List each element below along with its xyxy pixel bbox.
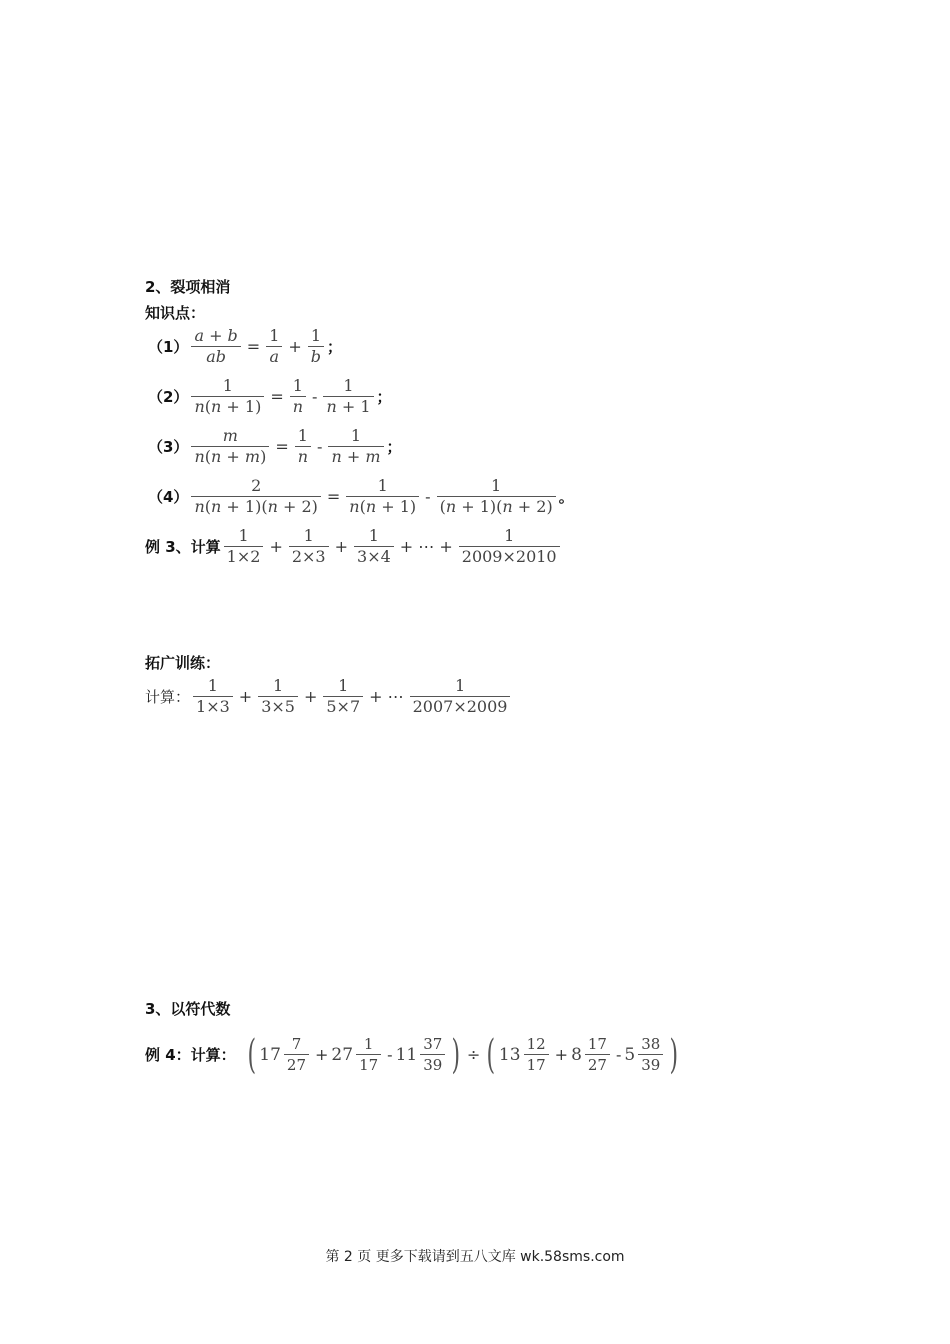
fraction: $\frac{17}{27}$ bbox=[585, 1034, 610, 1075]
fraction: $\frac{38}{39}$ bbox=[638, 1034, 663, 1075]
formula-4: （4） $\frac{2}{n(n + 1)(n + 2)}$ = $\frac{1}{n(n + 1)}$ - $\frac{1}{(n + 1)(n + 2)}$ 。 bbox=[148, 476, 574, 516]
fraction: $\frac{1}{17}$ bbox=[356, 1034, 381, 1075]
formula-4-label: （4） bbox=[148, 488, 189, 506]
example-3: 例 3、计算 $\frac{1}{1\times 2}$ + $\frac{1}{2\times 3}$ + $\frac{1}{3\times 4}$ + ⋯ + $\frac{1}{2009\times 2010}$ bbox=[145, 526, 563, 567]
example-4: 例 4：计算： ( 17 $\frac{7}{27}$ + 27 $\frac{1}{17}$ - 11 $\frac{37}{39}$ ) ÷ ( 13 $\frac{12}{17}$ + 8 $\frac{17}{27}$ - 5 $\frac{38}{39}$ ) bbox=[145, 1031, 679, 1078]
semicolon: ； bbox=[386, 438, 402, 456]
practice-expression: 计算： $\frac{1}{1\times 3}$ + $\frac{1}{3\times 5}$ + $\frac{1}{5\times 7}$ + ⋯ $\frac{1}{2007\times 2009}$ bbox=[145, 676, 513, 717]
fraction: $\frac{1}{n}$ bbox=[290, 376, 306, 417]
fraction: $\frac{2}{n(n + 1)(n + 2)}$ bbox=[191, 476, 320, 517]
fraction: $\frac{1}{n(n + 1)}$ bbox=[191, 376, 264, 417]
formula-2-label: （2） bbox=[148, 388, 189, 406]
practice-title: 拓广训练： bbox=[145, 654, 221, 672]
period: 。 bbox=[558, 488, 574, 506]
section-3-title: 3、以符代数 bbox=[145, 1000, 231, 1018]
fraction: $\frac{1}{2\times 3}$ bbox=[289, 526, 329, 567]
page-footer: 第 2 页 更多下载请到五八文库 wk.58sms.com bbox=[325, 1249, 625, 1265]
fraction: $\frac{1}{1\times 2}$ bbox=[224, 526, 264, 567]
formula-3-label: （3） bbox=[148, 438, 189, 456]
knowledge-points-label: 知识点： bbox=[145, 304, 206, 322]
fraction: $\frac{37}{39}$ bbox=[420, 1034, 445, 1075]
formula-2: （2） $\frac{1}{n(n + 1)}$ = $\frac{1}{n}$ - $\frac{1}{n + 1}$ ； bbox=[148, 376, 392, 416]
formula-1-label: （1） bbox=[148, 338, 189, 356]
fraction: $\frac{m}{n(n + m)}$ bbox=[191, 426, 269, 467]
fraction: $\frac{a + b}{ab}$ bbox=[191, 326, 240, 367]
fraction: $\frac{1}{2007\times 2009}$ bbox=[410, 676, 511, 717]
formula-1: （1） $\frac{a + b}{ab}$ = $\frac{1}{a}$ + $\frac{1}{b}$ ； bbox=[148, 326, 343, 366]
fraction: $\frac{1}{2009\times 2010}$ bbox=[459, 526, 560, 567]
fraction: $\frac{1}{a}$ bbox=[266, 326, 282, 367]
fraction: $\frac{7}{27}$ bbox=[284, 1034, 309, 1075]
semicolon: ； bbox=[376, 388, 392, 406]
practice-last-denominator: 2007×2009 bbox=[412, 697, 508, 716]
formula-3: （3） $\frac{m}{n(n + m)}$ = $\frac{1}{n}$ - $\frac{1}{n + m}$ ； bbox=[148, 426, 402, 466]
fraction: $\frac{1}{1\times 3}$ bbox=[193, 676, 233, 717]
fraction: $\frac{12}{17}$ bbox=[524, 1034, 549, 1075]
fraction: $\frac{1}{n}$ bbox=[295, 426, 311, 467]
section-2-title: 2、裂项相消 bbox=[145, 278, 231, 296]
fraction: $\frac{1}{(n + 1)(n + 2)}$ bbox=[437, 476, 556, 517]
semicolon: ； bbox=[327, 338, 343, 356]
practice-label: 计算： bbox=[145, 688, 191, 706]
example-3-last-denominator: 2009×2010 bbox=[461, 547, 557, 566]
fraction: $\frac{1}{n(n + 1)}$ bbox=[346, 476, 419, 517]
fraction: $\frac{1}{3\times 5}$ bbox=[258, 676, 298, 717]
fraction: $\frac{1}{n + 1}$ bbox=[323, 376, 373, 417]
fraction: $\frac{1}{3\times 4}$ bbox=[354, 526, 394, 567]
example-4-label: 例 4：计算： bbox=[145, 1046, 236, 1064]
example-3-label: 例 3、计算 bbox=[145, 538, 221, 556]
fraction: $\frac{1}{5\times 7}$ bbox=[323, 676, 363, 717]
fraction: $\frac{1}{b}$ bbox=[308, 326, 324, 367]
fraction: $\frac{1}{n + m}$ bbox=[328, 426, 383, 467]
